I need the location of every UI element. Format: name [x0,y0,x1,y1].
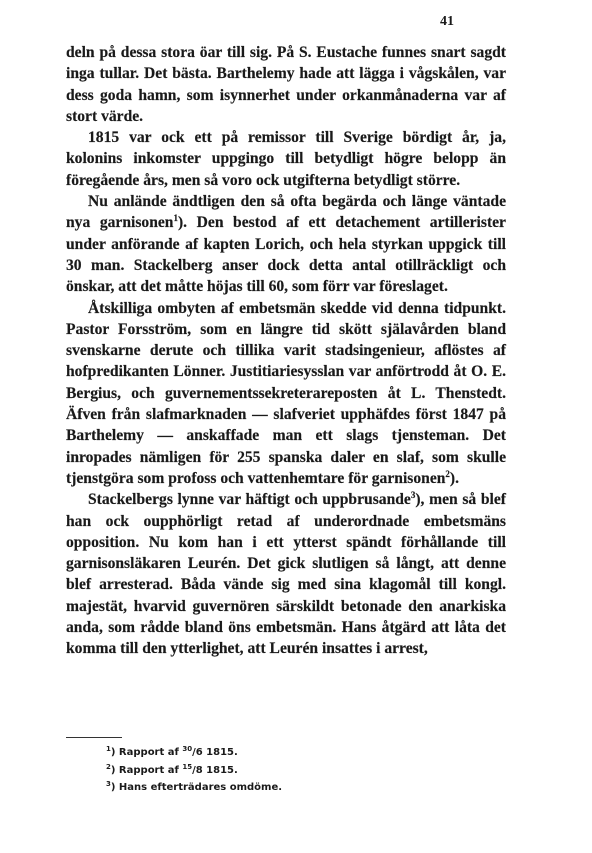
text-run: Nu anlände ändtligen den så ofta begärda och länge väntade nya garnisonen [66,193,506,232]
text-run: 1815 var ock ett på remissor till Sverige bördigt år, ja, kolonins inkomster uppgingo till betydligt högre belopp än föregående års, men så voro ock utgifterna betydligt större. [66,129,506,189]
paragraph [66,489,506,659]
text-run: Åtskilliga ombyten af embetsmän skedde vid denna tidpunkt. Pastor Forsström, som en längre tid skött själavården bland svenskarne derute och tillika varit stadsingenieur, aflöstes af hofpredikanten Lönner. Justitiariesysslan var anförtrodd åt O. E. Bergius, och guvernementssekreterareposten åt L. Thenstedt. Äfven från slafmarknaden — slafveriet upphäfdes först 1847 på Barthelemy — anskaffade man ett slags tjensteman. Det inropades nämligen för 255 spanska daler en slaf, som skulle tjenstgöra som profoss och vattenhemtare för garnisonen [66,299,506,487]
paragraph [66,298,506,490]
text-run: ) Rapport af [110,747,183,758]
footnote [106,779,486,797]
footnote-marker: 2 [106,762,111,771]
text-run: ) Rapport af [110,764,183,776]
text-run: deln på dessa stora öar till sig. På S. Eustache funnes snart sagdt inga tullar. Det bästa. Barthelemy hade att lägga i vågskålen, var dess goda hamn, som isynnerhet under orkanmånaderna var af stort värde. [66,44,506,125]
footnote [106,762,486,780]
footnote-marker: 15 [182,762,193,771]
footnote-marker: 3 [106,780,111,788]
footnote-marker: 1 [173,213,178,224]
paragraph [66,191,506,297]
text-run: Stackelbergs lynne var häftigt och uppbrusande [88,491,411,509]
footnote-marker: 3 [410,490,416,501]
text-run: /8 1815. [192,764,238,776]
text-run: ) Hans efterträdares omdöme. [110,782,283,793]
text-run: /6 1815. [192,747,238,758]
paragraph [66,42,506,127]
page-number: 41 [440,14,454,29]
body-text [66,42,506,660]
text-run: ). [449,469,460,487]
footnotes [106,744,486,797]
footnote-divider [66,737,122,738]
footnote-marker: 1 [106,745,111,753]
text-run: ), men så blef han ock oupphörligt retad af underordnade embetsmäns opposition. Nu kom han i ett ytterst spändt förhållande till garnisonsläkaren Leurén. Det gick slutligen så långt, att denne blef arresterad. Båda vände sig med sina klagomål till kongl. majestät, hvarvid guvernören särskildt betonade den anarkiska anda, som rådde bland öns embetsmän. Hans åtgärd att låta det komma till den ytterlighet, att Leurén insattes i arrest, [66,491,507,658]
paragraph [66,127,506,191]
footnote-marker: 2 [445,468,450,479]
footnote [106,744,486,762]
footnote-marker: 30 [182,745,193,753]
text-run: ). Den bestod af ett detachement artillerister under anförande af kapten Lorich, och hela styrkan uppgick till 30 man. Stackelberg anser dock detta antal otillräckligt och önskar, att det måtte höjas till 60, som förr var föreslaget. [66,214,506,296]
